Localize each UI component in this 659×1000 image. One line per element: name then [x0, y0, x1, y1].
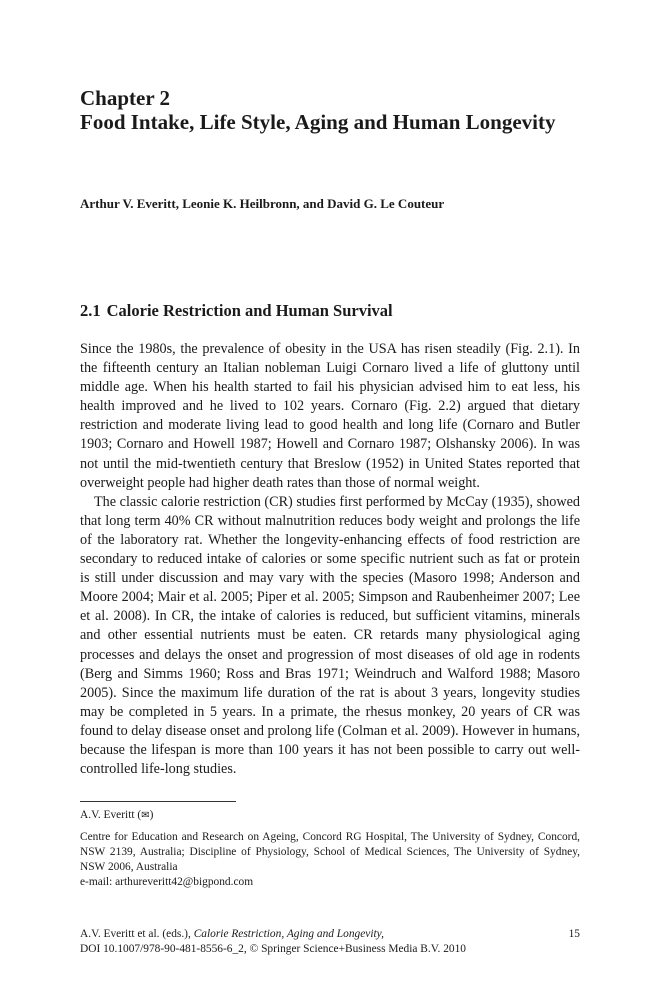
page-number: 15 — [568, 928, 580, 940]
footnote-divider — [80, 801, 236, 802]
section-title: Calorie Restriction and Human Survival — [106, 301, 393, 320]
footer-citation — [80, 927, 384, 942]
footnote-email: e-mail: arthureveritt42@bigpond.com — [80, 876, 254, 888]
section-heading — [80, 301, 393, 321]
paragraph: Since the 1980s, the prevalence of obesity in the USA has risen steadily (Fig. 2.1). In the fifteenth century an Italian nobleman Luigi Cornaro lived a life of gluttony until middle age. When his health started to fail his physician advised him to eat less, his health improved and he lived to 102 years. Cornaro (Fig. 2.2) argued that dietary restriction and moderate living lead to good health and long life (Cornaro and Butler 1903; Cornaro and Howell 1987; Howell and Cornaro 1987; Olshansky 2006). In was not until the mid-twentieth century that Breslow (1952) in United States reported that overweight people had higher death rates than those of normal weight. — [80, 341, 580, 491]
footer-citation-prefix: A.V. Everitt et al. (eds.), — [80, 928, 191, 940]
footnote-author-line: A.V. Everitt (✉) — [80, 809, 154, 821]
footer-citation-line — [80, 927, 580, 942]
footnote-affiliation: Centre for Education and Research on Ageing, Concord RG Hospital, The University of Sydney, Concord, NSW 2139, Australia; Discipline of Physiology, School of Medical Sciences, The University of Sydney, NSW 2006, Australia — [80, 831, 580, 873]
footnote-author: A.V. Everitt — [80, 809, 135, 821]
chapter-authors: Arthur V. Everitt, Leonie K. Heilbronn, and David G. Le Couteur — [80, 196, 445, 211]
footer-book-title: Calorie Restriction, Aging and Longevity, — [193, 928, 384, 940]
footnote — [80, 808, 580, 890]
envelope-icon: ✉ — [141, 810, 150, 821]
page-footer — [80, 927, 580, 957]
section-number: 2.1 — [80, 301, 101, 320]
footer-doi: DOI 10.1007/978-90-481-8556-6_2, © Springer Science+Business Media B.V. 2010 — [80, 943, 466, 955]
chapter-label: Chapter 2 — [80, 86, 171, 110]
body-text — [80, 340, 580, 779]
paragraph: The classic calorie restriction (CR) studies first performed by McCay (1935), showed that long term 40% CR without malnutrition reduces body weight and prolongs the life of the laboratory rat. Whether the longevity-enhancing effects of food restriction are secondary to reduced intake of calories or some specific nutrient such as fat or protein is still under discussion and may vary with the species (Masoro 1998; Anderson and Moore 2004; Mair et al. 2005; Piper et al. 2005; Simpson and Raubenheimer 2007; Lee et al. 2008). In CR, the intake of calories is reduced, but sufficient vitamins, minerals and other essential nutrients must be eaten. CR retards many physiological aging processes and delays the onset and progression of most diseases of old age in rodents (Berg and Simms 1960; Ross and Bras 1971; Weindruch and Walford 1988; Masoro 2005). Since the maximum life duration of the rat is about 3 years, longevity studies may be completed in 5 years. In a primate, the rhesus monkey, 20 years of CR was found to delay disease onset and prolong life (Colman et al. 2009). However in humans, because the lifespan is more than 100 years it has not been possible to carry out well-controlled life-long studies. — [80, 493, 580, 778]
chapter-title: Food Intake, Life Style, Aging and Human Longevity — [80, 110, 556, 134]
